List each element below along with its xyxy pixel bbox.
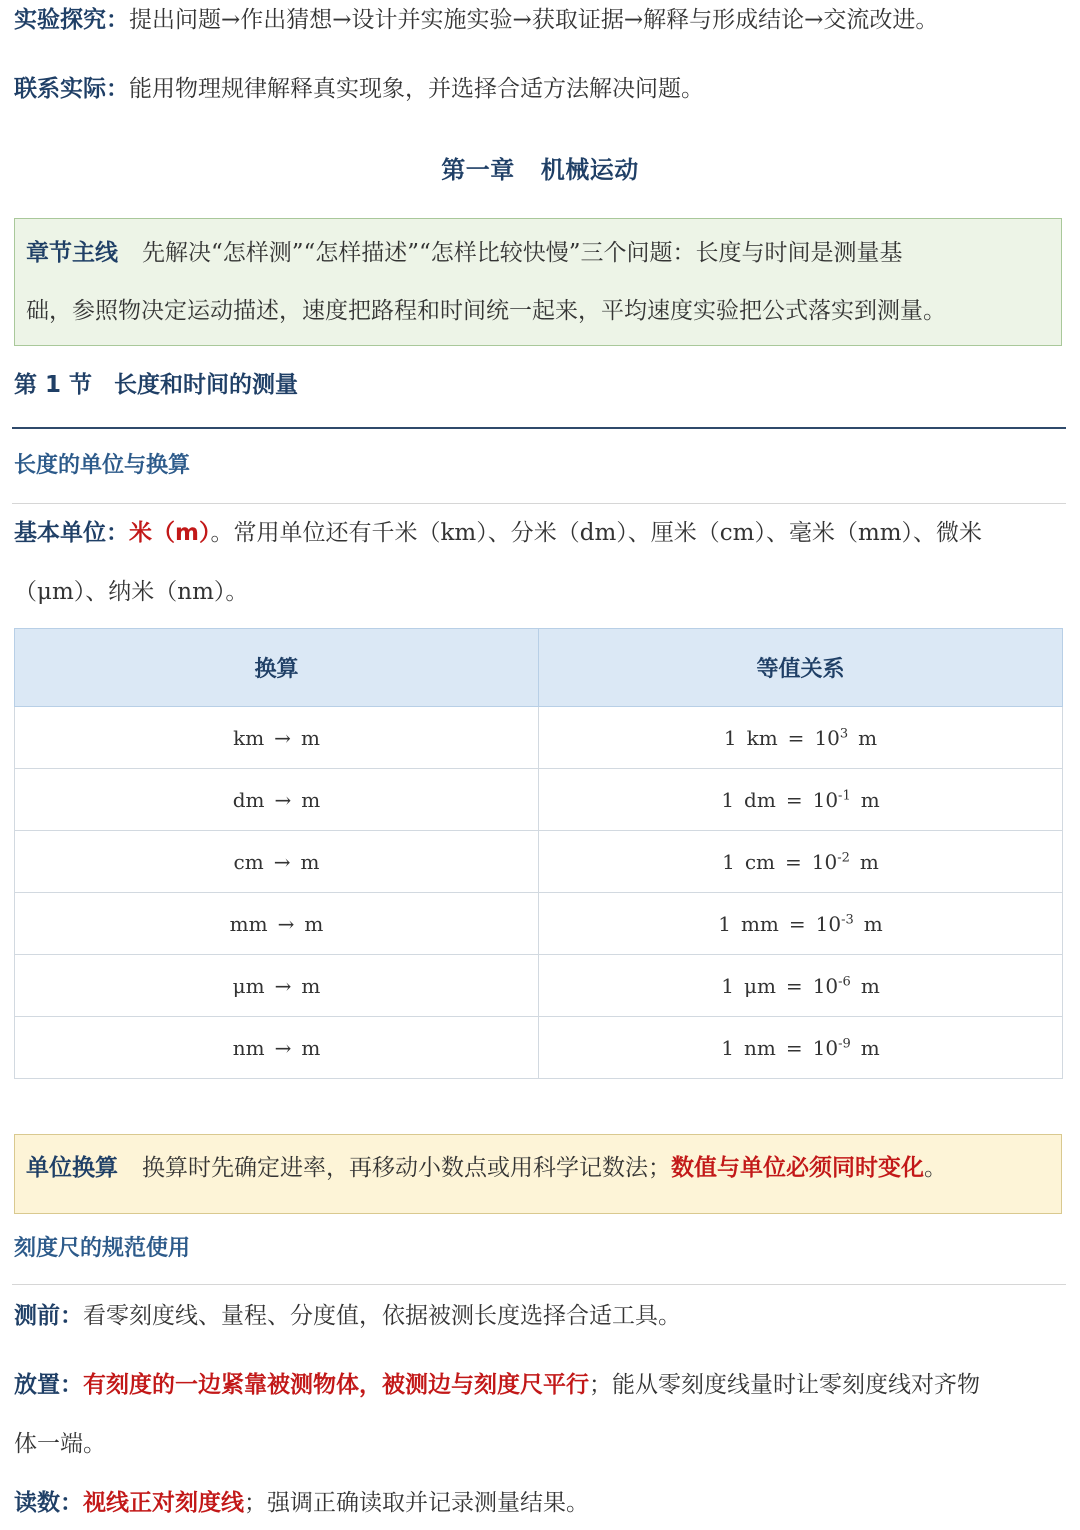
power-base: 10 xyxy=(812,787,839,812)
equivalence-cell xyxy=(539,769,1063,831)
conversion-cell xyxy=(15,1017,539,1079)
header-conversion: 换算 xyxy=(15,629,539,707)
placement-text-1: ；能从零刻度线量时让零刻度线对齐物 xyxy=(589,1372,980,1398)
coefficient: 1 xyxy=(721,1035,734,1060)
unit: mm xyxy=(740,911,779,936)
to-unit: m xyxy=(300,725,320,750)
chapter-box-text-2: 础，参照物决定运动描述，速度把路程和时间统一起来，平均速度实验把公式落实到测量。 xyxy=(26,298,946,324)
placement-text-2: 体一端。 xyxy=(14,1431,106,1457)
meter-unit: m xyxy=(863,911,883,936)
arrow-icon: → xyxy=(273,849,291,874)
tip-text: 换算时先确定进率，再移动小数点或用科学记数法； xyxy=(142,1155,671,1181)
base-unit-value: 米（m） xyxy=(129,520,211,546)
equivalence-cell xyxy=(539,955,1063,1017)
conversion-cell xyxy=(15,707,539,769)
equals-sign: = xyxy=(785,973,803,998)
conversion-cell xyxy=(15,893,539,955)
chapter-title: 机械运动 xyxy=(540,156,639,184)
equals-sign: = xyxy=(785,787,803,812)
power-base: 10 xyxy=(812,973,839,998)
conversion-cell xyxy=(15,769,539,831)
meter-unit: m xyxy=(858,725,878,750)
arrow-icon: → xyxy=(277,911,295,936)
reading-label: 读数： xyxy=(14,1490,83,1516)
to-unit: m xyxy=(304,911,324,936)
to-unit: m xyxy=(300,849,320,874)
arrow-icon: → xyxy=(274,973,292,998)
base-unit-text-1: 。常用单位还有千米（km）、分米（dm）、厘米（cm）、毫米（mm）、微米 xyxy=(210,520,983,546)
before-measure-label: 测前： xyxy=(14,1303,83,1329)
reading-line xyxy=(14,1486,1066,1520)
from-unit: mm xyxy=(229,911,268,936)
reading-highlight: 视线正对刻度线 xyxy=(83,1490,244,1516)
to-unit: m xyxy=(301,1035,321,1060)
tip-highlight: 数值与单位必须同时变化 xyxy=(671,1155,924,1181)
base-unit-line-2 xyxy=(14,575,1066,609)
tip-title: 单位换算 xyxy=(26,1155,118,1181)
chapter-box-title: 章节主线 xyxy=(26,240,118,266)
base-unit-line xyxy=(14,516,1066,550)
section-number: 第 1 节 xyxy=(14,372,93,398)
coefficient: 1 xyxy=(722,849,735,874)
before-measure-text: 看零刻度线、量程、分度值，依据被测长度选择合适工具。 xyxy=(83,1303,681,1329)
length-units-heading: 长度的单位与换算 xyxy=(14,453,191,478)
power-exponent: -1 xyxy=(838,787,851,803)
table-row xyxy=(15,1017,1063,1079)
power-exponent: -3 xyxy=(841,911,854,927)
equals-sign: = xyxy=(785,849,802,874)
from-unit: μm xyxy=(232,973,265,998)
from-unit: cm xyxy=(233,849,264,874)
equals-sign: = xyxy=(788,911,806,936)
unit: nm xyxy=(744,1035,776,1060)
meter-unit: m xyxy=(859,849,879,874)
chapter-mainline-box xyxy=(14,218,1062,346)
to-unit: m xyxy=(301,973,321,998)
placement-highlight: 有刻度的一边紧靠被测物体，被测边与刻度尺平行 xyxy=(83,1372,589,1398)
unit: μm xyxy=(743,973,776,998)
equals-sign: = xyxy=(787,725,805,750)
arrow-icon: → xyxy=(274,725,291,750)
coefficient: 1 xyxy=(723,725,737,750)
table-row xyxy=(15,893,1063,955)
tip-line xyxy=(26,1149,947,1182)
ruler-usage-heading: 刻度尺的规范使用 xyxy=(14,1236,191,1261)
meter-unit: m xyxy=(860,787,880,812)
power-base: 10 xyxy=(815,911,842,936)
chapter-number: 第一章 xyxy=(441,156,515,184)
meter-unit: m xyxy=(860,1035,880,1060)
arrow-icon: → xyxy=(274,787,292,812)
practice-label: 联系实际： xyxy=(14,76,129,102)
inquiry-line xyxy=(14,3,1066,37)
unit: cm xyxy=(744,849,776,874)
placement-line-2 xyxy=(14,1427,1066,1461)
unit-conversion-tip-box xyxy=(14,1134,1062,1214)
reading-text: ；强调正确读取并记录测量结果。 xyxy=(244,1490,589,1516)
table-row xyxy=(15,955,1063,1017)
practice-text: 能用物理规律解释真实现象，并选择合适方法解决问题。 xyxy=(129,76,704,102)
table-header-row xyxy=(15,629,1063,707)
ruler-usage-divider xyxy=(12,1284,1066,1285)
coefficient: 1 xyxy=(721,973,734,998)
practice-line xyxy=(14,72,1066,106)
coefficient: 1 xyxy=(721,787,735,812)
chapter-box-text-1: 先解决“怎样测”“怎样描述”“怎样比较快慢”三个问题：长度与时间是测量基 xyxy=(142,240,903,266)
placement-label: 放置： xyxy=(14,1372,83,1398)
from-unit: km xyxy=(233,725,265,750)
inquiry-label: 实验探究： xyxy=(14,7,129,33)
table-row xyxy=(15,831,1063,893)
power-base: 10 xyxy=(814,725,840,750)
header-equivalence: 等值关系 xyxy=(539,629,1063,707)
table-row xyxy=(15,707,1063,769)
from-unit: dm xyxy=(232,787,265,812)
meter-unit: m xyxy=(860,973,880,998)
before-measure-line xyxy=(14,1299,1066,1333)
length-units-divider xyxy=(12,503,1066,504)
arrow-icon: → xyxy=(274,1035,292,1060)
unit: km xyxy=(746,725,778,750)
power-exponent: 3 xyxy=(839,725,849,741)
tip-end: 。 xyxy=(924,1155,947,1181)
section-title: 长度和时间的测量 xyxy=(114,372,299,398)
placement-line xyxy=(14,1368,1066,1402)
equivalence-cell xyxy=(539,893,1063,955)
unit: dm xyxy=(744,787,776,812)
from-unit: nm xyxy=(232,1035,265,1060)
equals-sign: = xyxy=(785,1035,803,1060)
to-unit: m xyxy=(301,787,321,812)
power-base: 10 xyxy=(812,1035,839,1060)
chapter-box-line-1 xyxy=(26,234,903,267)
base-unit-text-2: （μm）、纳米（nm）。 xyxy=(14,579,249,605)
table-row xyxy=(15,769,1063,831)
equivalence-cell xyxy=(539,1017,1063,1079)
inquiry-text: 提出问题→作出猜想→设计并实施实验→获取证据→解释与形成结论→交流改进。 xyxy=(129,7,939,33)
section-heading xyxy=(14,366,298,399)
power-exponent: -6 xyxy=(838,973,851,989)
conversion-cell xyxy=(15,831,539,893)
coefficient: 1 xyxy=(718,911,731,936)
power-base: 10 xyxy=(811,849,838,874)
unit-conversion-table xyxy=(14,628,1063,1079)
base-unit-label: 基本单位： xyxy=(14,520,129,546)
power-exponent: -2 xyxy=(837,849,850,865)
power-exponent: -9 xyxy=(838,1035,851,1051)
equivalence-cell xyxy=(539,831,1063,893)
equivalence-cell xyxy=(539,707,1063,769)
chapter-heading xyxy=(0,150,1080,185)
section-divider xyxy=(12,427,1066,429)
conversion-cell xyxy=(15,955,539,1017)
chapter-box-line-2 xyxy=(26,292,946,325)
